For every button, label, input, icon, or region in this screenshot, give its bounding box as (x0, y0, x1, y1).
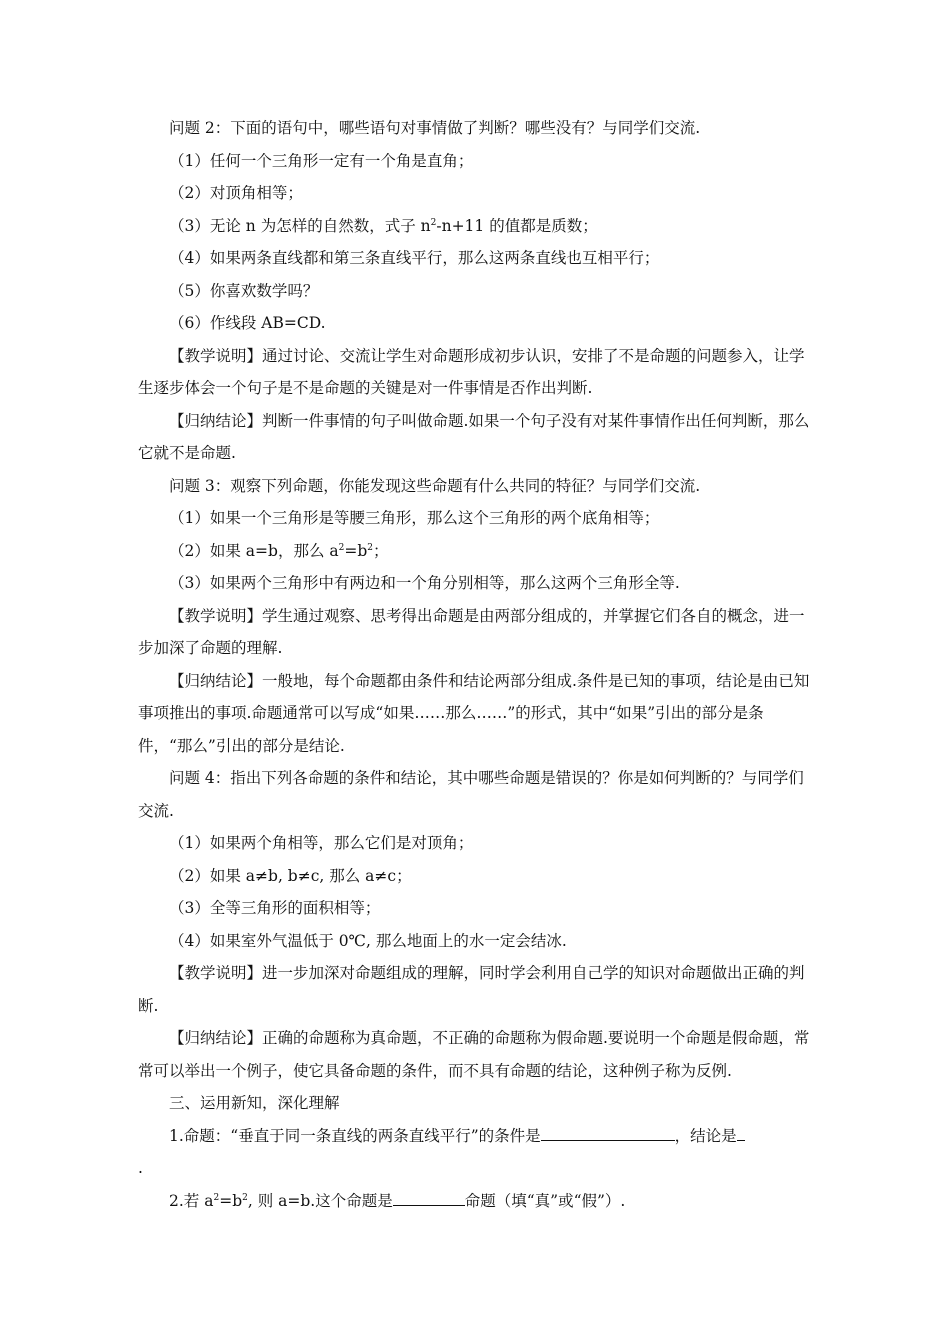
exercise-2-text-d: 命题（填“真”或“假”）. (464, 1191, 626, 1210)
q3-item-2-text-b: =b (344, 541, 368, 560)
exercise-1-text-c: . (138, 1159, 143, 1177)
q2-item-1: （1）任何一个三角形一定有一个角是直角； (169, 151, 474, 170)
q2-item-3-text-a: （3）无论 n 为怎样的自然数，式子 n (169, 216, 431, 235)
exercise-1 (138, 1120, 810, 1185)
answer-blank[interactable] (393, 1189, 465, 1206)
q3-item-2 (138, 535, 810, 568)
q4-item-4: （4）如果室外气温低于 0℃, 那么地面上的水一定会结冰. (169, 931, 567, 950)
teaching-note-3: 【教学说明】进一步加深对命题组成的理解，同时学会利用自己学的知识对命题做出正确的判断. (138, 964, 805, 1015)
q2-item-4: （4）如果两条直线都和第三条直线平行，那么这两条直线也互相平行； (169, 249, 660, 267)
exponent: 2 (213, 1192, 220, 1203)
answer-blank[interactable] (737, 1124, 745, 1141)
q3-item-1: （1）如果一个三角形是等腰三角形，那么这个三角形的两个底角相等； (169, 509, 660, 527)
exponent: 2 (430, 217, 437, 228)
exercise-2-text-b: =b (219, 1191, 243, 1210)
exercise-1-text-b: ，结论是 (674, 1126, 737, 1145)
q3-item-3: （3）如果两个三角形中有两边和一个角分别相等，那么这两个三角形全等. (169, 574, 680, 592)
exercise-1-text-a: 1.命题：“垂直于同一条直线的两条直线平行”的条件是 (169, 1126, 541, 1145)
q3-item-2-text-a: （2）如果 a=b，那么 a (169, 541, 339, 560)
exponent: 2 (367, 542, 373, 553)
question-3: 问题 3：观察下列命题，你能发现这些命题有什么共同的特征？与同学们交流. (169, 476, 701, 495)
answer-blank[interactable] (541, 1124, 675, 1141)
q2-item-3 (138, 210, 810, 243)
q2-item-6: （6）作线段 AB=CD. (169, 314, 326, 332)
conclusion-2: 【归纳结论】一般地，每个命题都由条件和结论两部分组成.条件是已知的事项，结论是由已知事项推出的事项.命题通常可以写成“如果……那么……”的形式，其中“如果”引出的部分是条件，“那么”引出的部分是结论. (138, 671, 810, 755)
section-3-heading: 三、运用新知，深化理解 (169, 1094, 340, 1112)
teaching-note-1: 【教学说明】通过讨论、交流让学生对命题形成初步认识，安排了不是命题的问题参入，让学生逐步体会一个句子是不是命题的关键是对一件事情是否作出判断. (138, 346, 805, 397)
teaching-note-2: 【教学说明】学生通过观察、思考得出命题是由两部分组成的，并掌握它们各自的概念，进一步加深了命题的理解. (138, 606, 805, 657)
q4-item-1: （1）如果两个角相等，那么它们是对顶角； (169, 834, 474, 852)
exercise-2-text-c: , 则 a=b.这个命题是 (247, 1191, 393, 1210)
q2-item-2: （2）对顶角相等； (169, 184, 303, 202)
q2-item-5: （5）你喜欢数学吗？ (169, 281, 319, 300)
q4-item-2: （2）如果 a≠b, b≠c, 那么 a≠c； (169, 866, 412, 885)
question-2: 问题 2：下面的语句中，哪些语句对事情做了判断？哪些没有？与同学们交流. (169, 119, 701, 137)
exercise-2-text-a: 2.若 a (169, 1191, 214, 1210)
exponent: 2 (242, 1192, 248, 1203)
exercise-2 (138, 1185, 810, 1218)
conclusion-1: 【归纳结论】判断一件事情的句子叫做命题.如果一个句子没有对某件事情作出任何判断，那么它就不是命题. (138, 411, 810, 462)
q3-item-2-text-c: ； (373, 541, 389, 560)
document-page (138, 112, 810, 1217)
conclusion-3: 【归纳结论】正确的命题称为真命题，不正确的命题称为假命题.要说明一个命题是假命题，常常可以举出一个例子，使它具备命题的条件，而不具有命题的结论，这种例子称为反例. (138, 1029, 810, 1080)
q2-item-3-text-b: -n+11 的值都是质数； (436, 216, 598, 235)
exponent: 2 (338, 542, 345, 553)
q4-item-3: （3）全等三角形的面积相等； (169, 899, 381, 917)
question-4: 问题 4：指出下列各命题的条件和结论，其中哪些命题是错误的？你是如何判断的？与同学们交流. (138, 769, 804, 820)
